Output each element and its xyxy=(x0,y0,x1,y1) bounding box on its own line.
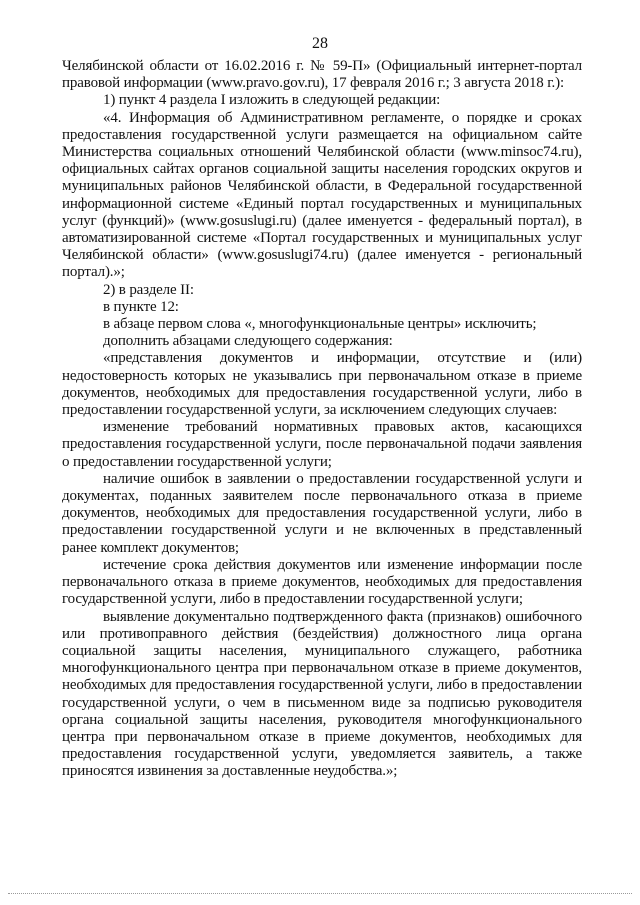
paragraph-errors: наличие ошибок в заявлении о предоставлении государственной услуги и документах, поданных заявителем после первоначального отказа в приеме документов, необходимых для предоставления государственной услуги, либо в предоставлении государственной услуги и не включенных в представленный ранее комплект документов; xyxy=(62,470,582,556)
paragraph-intro: Челябинской области от 16.02.2016 г. № 59-П» (Официальный интернет-портал правовой информации (www.pravo.gov.ru), 17 февраля 2016 г.; 3 августа 2018 г.): xyxy=(62,58,582,92)
document-body xyxy=(62,58,582,781)
paragraph-requirements-change: изменение требований нормативных правовых актов, касающихся предоставления государственной услуги, после первоначальной подачи заявления о предоставлении государственной услуги; xyxy=(62,419,582,470)
paragraph-item-1: 1) пункт 4 раздела I изложить в следующей редакции: xyxy=(103,92,441,109)
paragraph-first-abzac: в абзаце первом слова «, многофункциональные центры» исключить; xyxy=(103,316,537,333)
paragraph-item-2: 2) в разделе II: xyxy=(103,281,194,298)
paragraph-detection: выявление документально подтвержденного факта (признаков) ошибочного или противоправного действия (бездействия) должностного лица органа социальной защиты населения, муниципального служащего, работника многофункционального центра при первоначальном отказе в приеме документов, необходимых для предоставления государственной услуги, либо в предоставлении государственной услуги, о чем в письменном виде за подписью руководителя органа социальной защиты населения, руководителя многофункционального центра при первоначальном отказе в приеме документов, необходимых для предоставления государственной услуги, уведомляется заявитель, а также приносятся извинения за доставленные неудобства.»; xyxy=(62,608,582,780)
page-number: 28 xyxy=(312,35,328,52)
scan-bottom-edge xyxy=(8,893,632,894)
paragraph-add-abzacs: дополнить абзацами следующего содержания: xyxy=(103,333,393,350)
paragraph-item-4-text: «4. Информация об Административном регламенте, о порядке и сроках предоставления государственной услуги размещается на официальном сайте Министерства социальных отношений Челябинской области (www.minsoc74.ru), официальных сайтах органов социальной защиты населения городских округов и муниципальных районов Челябинской области, в Федеральной государственной информационной системе «Единый портал государственных и муниципальных услуг (функций)» (www.gosuslugi.ru) (далее именуется - федеральный портал), в автоматизированной системе «Портал государственных и муниципальных услуг Челябинской области» (www.gosuslugi74.ru) (далее именуется - региональный портал).»; xyxy=(62,109,582,281)
paragraph-point-12: в пункте 12: xyxy=(103,298,179,315)
paragraph-documents: «представления документов и информации, отсутствие и (или) недостоверность которых не указывались при первоначальном отказе в приеме документов, необходимых для предоставления государственной услуги, либо в предоставлении государственной услуги, за исключением следующих случаев: xyxy=(62,350,582,419)
paragraph-expiry: истечение срока действия документов или изменение информации после первоначального отказа в приеме документов, необходимых для предоставления государственной услуги, либо в предоставлении государственной услуги; xyxy=(62,556,582,608)
